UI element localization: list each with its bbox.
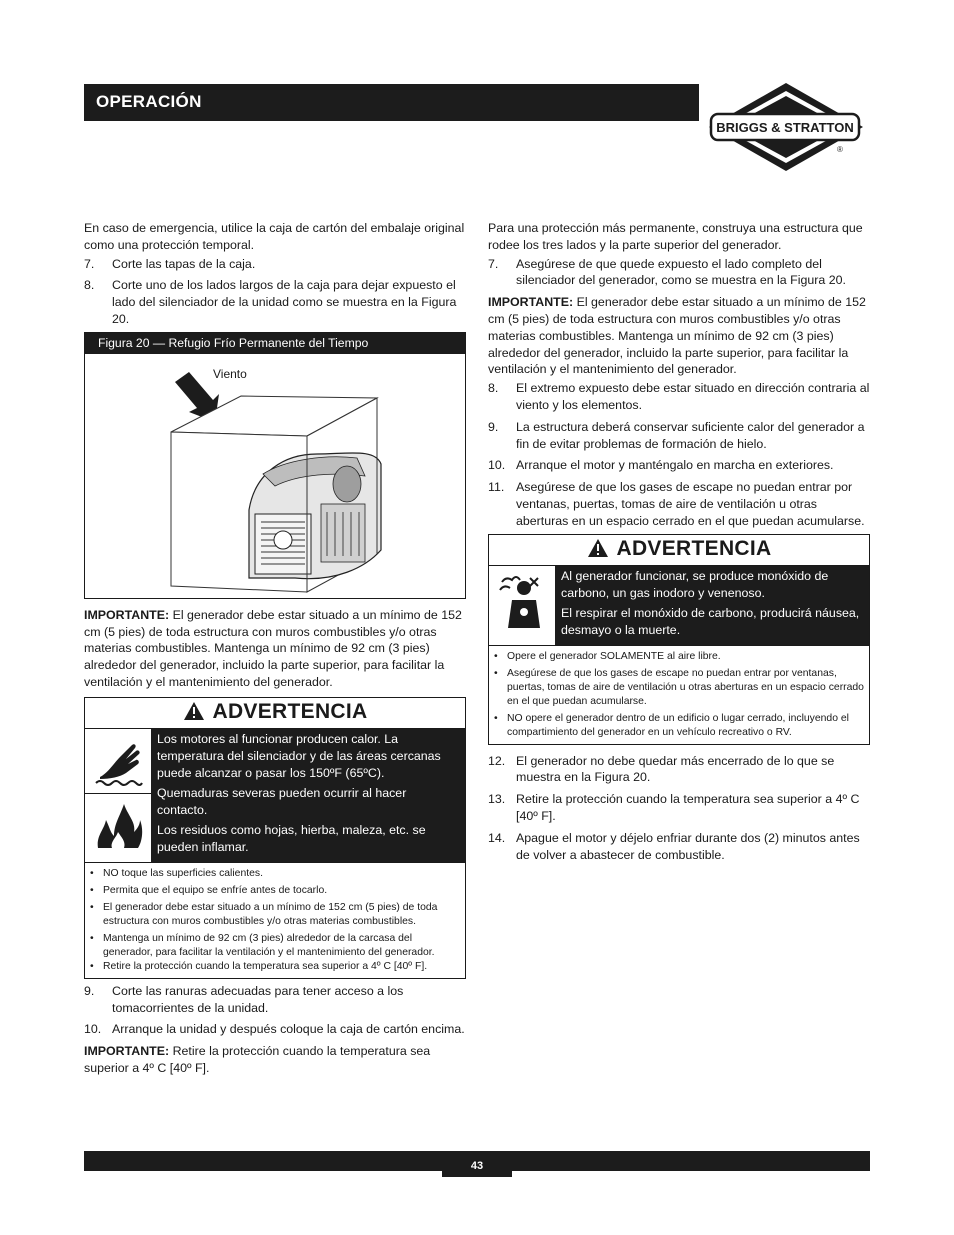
warning-message: Los motores al funcionar producen calor. La temperatura del silenciador y de las áreas cercanas puede alcanzar o pasar los 150ºF (65ºC). Quemaduras severas pueden ocurrir al hacer contacto. Los residuos como hojas, hierba, maleza, etc. se pueden inflamar. <box>151 729 465 862</box>
list-item: • El generador debe estar situado a un mínimo de 152 cm (5 pies) de toda estructura con muros combustibles y/o otras materias combustibles. <box>103 901 461 929</box>
list-item: 7. Asegúrese de que quede expuesto el lado completo del silenciador del generador, como se muestra en la Figura 20. <box>488 256 846 288</box>
list-item: 14. Apague el motor y déjelo enfriar durante dos (2) minutos antes de volver a abastecer de combustible. <box>488 830 860 862</box>
warning-title: ADVERTENCIA <box>212 700 368 724</box>
svg-text:®: ® <box>837 145 843 154</box>
section-title: OPERACIÓN <box>96 92 202 111</box>
warning-bullets <box>489 645 869 744</box>
fire-icon <box>85 794 151 858</box>
important-note: IMPORTANTE: Retire la protección cuando la temperatura sea superior a 4º C [40º F]. <box>84 1044 431 1075</box>
list-item: 10. Arranque la unidad y después coloque la caja de cartón encima. <box>84 1022 465 1037</box>
list-item: • Asegúrese de que los gases de escape no puedan entrar por ventanas, puertas, tomas de aire de ventilación u otras aberturas en un espacio cerrado en el que puedan acumularse. <box>507 667 865 709</box>
right-intro: Para una protección más permanente, construya una estructura que rodee los tres lados y la parte superior del generador. <box>488 221 863 252</box>
list-item: 8. El extremo expuesto debe estar situado en dirección contraria al viento y los elementos. <box>488 381 870 412</box>
right-column <box>488 220 870 868</box>
warning-triangle-icon <box>183 701 205 724</box>
list-item: 7. Corte las tapas de la caja. <box>84 256 256 271</box>
warning-header <box>489 535 869 565</box>
list-item: 9. Corte las ranuras adecuadas para tener acceso a los tomacorrientes de la unidad. <box>84 983 404 1015</box>
list-item: 13. Retire la protección cuando la temperatura sea superior a 4º C [40º F]. <box>488 792 860 823</box>
wind-label: Viento <box>213 366 247 381</box>
warning-title: ADVERTENCIA <box>616 537 772 561</box>
list-item: • NO toque las superficies calientes. <box>103 867 461 881</box>
figure-caption: Figura 20 — Refugio Frío Permanente del Tiempo <box>85 333 465 354</box>
figure-20 <box>84 332 466 599</box>
list-item: 11. Asegúrese de que los gases de escape no puedan entrar por ventanas, puertas, tomas de aire de ventilación u otras aberturas en un espacio cerrado en el que puedan acumularse. <box>488 480 865 528</box>
list-item: 8. Corte uno de los lados largos de la caja para dejar expuesto el lado del silenciador de la unidad como se muestra en la Figura 20. <box>84 278 457 326</box>
important-note: IMPORTANTE: El generador debe estar situado a un mínimo de 152 cm (5 pies) de toda estructura con muros combustibles y/o otras materias combustibles. Mantenga un mínimo de 92 cm (3 pies) alrededor del generador, incluido la parte superior, para facilitar la ventilación y el mantenimiento del generador. <box>84 607 462 689</box>
list-item: 10. Arranque el motor y manténgalo en marcha en exteriores. <box>488 458 834 473</box>
list-item: 12. El generador no debe quedar más encerrado de lo que se muestra en la Figura 20. <box>488 753 835 785</box>
list-item: • NO opere el generador dentro de un edificio o lugar cerrado, incluyendo el compartimiento del generador en un vehículo recreativo o RV. <box>507 712 865 740</box>
warning-header <box>85 698 465 728</box>
brand-logo <box>705 80 867 174</box>
warning-message: Al generador funcionar, se produce monóxido de carbono, un gas inodoro y venenoso. El respirar el monóxido de carbono, producirá náusea, desmayo o la muerte. <box>555 566 869 645</box>
hot-surface-icon <box>85 729 151 794</box>
left-column <box>84 220 466 1079</box>
warning-box-carbon-monoxide <box>488 534 870 745</box>
figure-illustration <box>85 354 465 598</box>
left-intro: En caso de emergencia, utilice la caja de cartón del embalaje original como una protección temporal. <box>84 221 465 252</box>
important-note: IMPORTANTE: El generador debe estar situado a un mínimo de 152 cm (5 pies) de toda estructura con muros combustibles y/o otras materias combustibles. Mantenga un mínimo de 92 cm (3 pies) alrededor del generador, incluido la parte superior, para facilitar la ventilación y el mantenimiento del generador. <box>488 295 866 377</box>
svg-text:BRIGGS & STRATTON: BRIGGS & STRATTON <box>716 120 854 135</box>
warning-triangle-icon <box>587 538 609 561</box>
warning-box-heat <box>84 697 466 979</box>
page-number: 43 <box>442 1151 512 1177</box>
warning-bullets <box>85 862 465 978</box>
list-item: • Opere el generador SOLAMENTE al aire libre. <box>507 650 865 664</box>
list-item: • Permita que el equipo se enfríe antes de tocarlo. <box>103 884 461 898</box>
list-item: 9. La estructura deberá conservar suficiente calor del generador a fin de evitar problemas de formación de hielo. <box>488 419 865 451</box>
list-item: • Retire la protección cuando la temperatura sea superior a 4º C [40º F]. <box>103 960 461 974</box>
toxic-fumes-icon <box>489 566 555 638</box>
list-item: • Mantenga un mínimo de 92 cm (3 pies) alrededor de la carcasa del generador, para facilitar la ventilación y el mantenimiento del generador. <box>103 932 461 960</box>
generator-shelter-drawing <box>85 354 465 598</box>
section-header-bar <box>84 84 699 121</box>
